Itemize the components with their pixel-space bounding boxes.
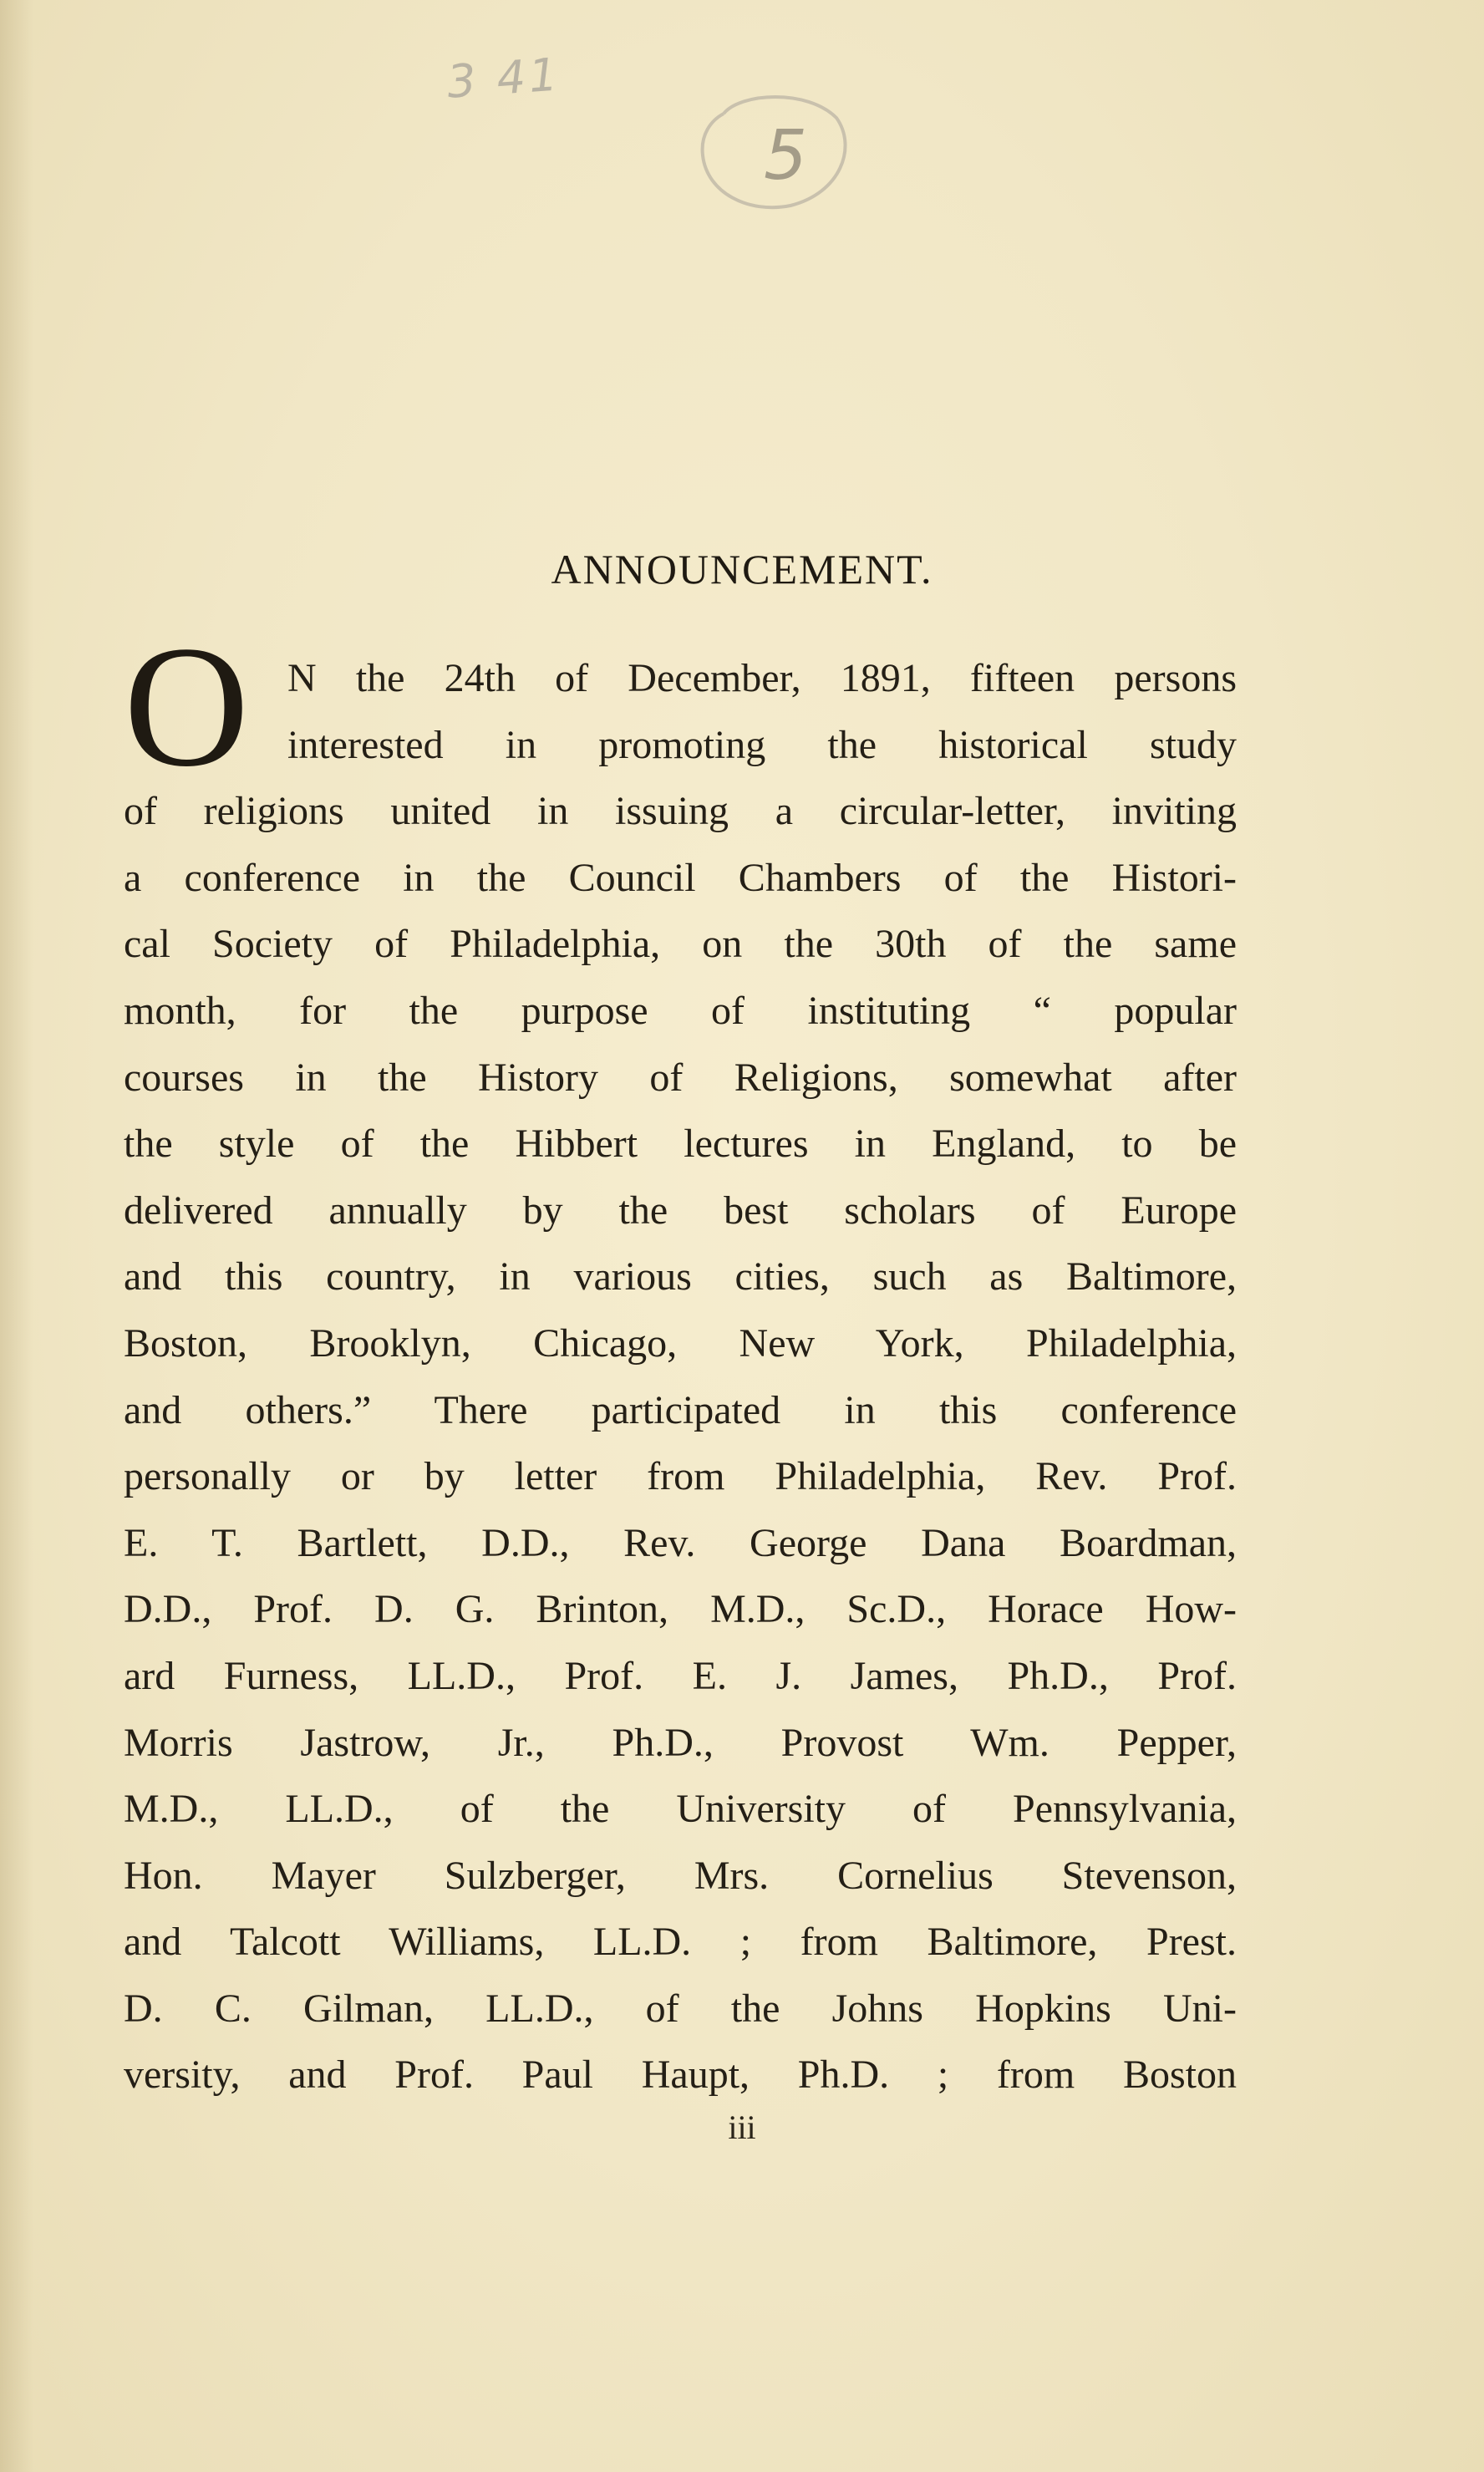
text-line: delivered annually by the best scholars of Europe bbox=[124, 1188, 1237, 1233]
text-line: a conference in the Council Chambers of the Histori- bbox=[124, 855, 1237, 900]
text-line: Boston, Brooklyn, Chicago, New York, Philadelphia, bbox=[124, 1320, 1237, 1366]
text-line: D.D., Prof. D. G. Brinton, M.D., Sc.D., Horace How- bbox=[124, 1587, 1237, 1632]
body-text bbox=[124, 645, 1237, 2108]
text-line: N the 24th of December, 1891, fifteen persons bbox=[287, 656, 1237, 700]
text-line: and others.” There participated in this conference bbox=[124, 1387, 1237, 1432]
text-line: of religions united in issuing a circular-letter, inviting bbox=[124, 789, 1237, 834]
text-line: and Talcott Williams, LL.D. ; from Baltimore, Prest. bbox=[124, 1920, 1237, 1965]
text-line: E. T. Bartlett, D.D., Rev. George Dana Boardman, bbox=[124, 1520, 1237, 1565]
drop-cap: O bbox=[124, 610, 250, 802]
text-line: Hon. Mayer Sulzberger, Mrs. Cornelius Stevenson, bbox=[124, 1853, 1237, 1898]
circled-mark-text: 5 bbox=[764, 116, 808, 196]
text-line: the style of the Hibbert lectures in England, to be bbox=[124, 1122, 1237, 1167]
text-line: versity, and Prof. Paul Haupt, Ph.D. ; from Boston bbox=[124, 2052, 1237, 2098]
text-line: courses in the History of Religions, somewhat after bbox=[124, 1055, 1237, 1100]
text-line: Morris Jastrow, Jr., Ph.D., Provost Wm. Pepper, bbox=[124, 1720, 1237, 1765]
page-title: ANNOUNCEMENT. bbox=[551, 546, 933, 593]
pencil-annotation: 3 41 bbox=[445, 48, 563, 109]
text-line: ard Furness, LL.D., Prof. E. J. James, Ph.D., Prof. bbox=[124, 1653, 1237, 1698]
text-line: M.D., LL.D., of the University of Pennsylvania, bbox=[124, 1787, 1237, 1832]
text-line: month, for the purpose of instituting “ popular bbox=[124, 988, 1237, 1033]
text-line: personally or by letter from Philadelphia, Rev. Prof. bbox=[124, 1454, 1237, 1499]
page-edge-shadow bbox=[0, 0, 33, 2472]
circled-mark bbox=[690, 89, 857, 214]
text-line: cal Society of Philadelphia, on the 30th of the same bbox=[124, 922, 1237, 967]
text-line: D. C. Gilman, LL.D., of the Johns Hopkins Uni- bbox=[124, 1986, 1237, 2031]
text-line: interested in promoting the historical study bbox=[287, 722, 1237, 767]
page-number: iii bbox=[728, 2108, 756, 2146]
text-line: and this country, in various cities, such as Baltimore, bbox=[124, 1254, 1237, 1300]
